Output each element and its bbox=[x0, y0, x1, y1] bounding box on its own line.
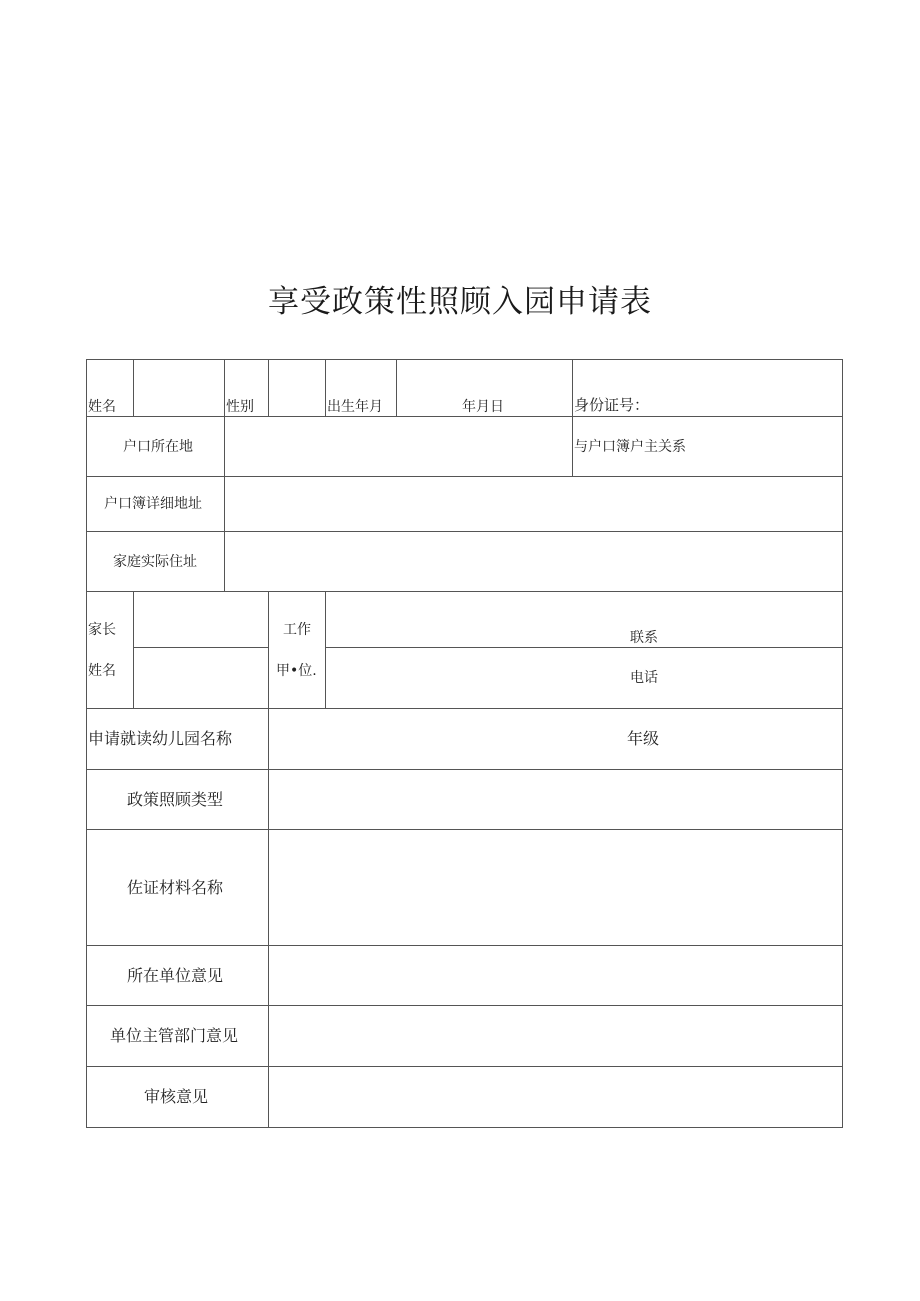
form-title: 享受政策性照顾入园申请表 bbox=[268, 284, 652, 320]
review-opinion-label: 审核意见 bbox=[144, 1087, 209, 1106]
col-divider bbox=[224, 416, 225, 591]
col-divider bbox=[572, 416, 573, 476]
row-divider bbox=[86, 416, 843, 417]
col-divider bbox=[224, 359, 225, 416]
hukou-address-label: 户口簿详细地址 bbox=[104, 496, 202, 512]
row-divider bbox=[86, 945, 843, 946]
col-divider bbox=[268, 359, 269, 416]
kindergarten-name-label: 申请就读幼儿园名称 bbox=[88, 729, 233, 748]
birth-label: 出生年月 bbox=[327, 399, 383, 415]
gender-label: 性别 bbox=[226, 399, 254, 415]
household-relation-label: 与户口簿户主关系 bbox=[574, 439, 686, 455]
supporting-materials-label: 佐证材料名称 bbox=[127, 878, 224, 897]
table-border-left bbox=[86, 359, 87, 1128]
row-divider bbox=[86, 531, 843, 532]
row-divider-partial bbox=[133, 647, 268, 648]
row-divider bbox=[86, 829, 843, 830]
col-divider bbox=[133, 591, 134, 708]
col-divider bbox=[325, 359, 326, 416]
contact-label-line1: 联系 bbox=[630, 630, 658, 646]
parent-label-line2: 姓名 bbox=[88, 663, 116, 679]
col-divider bbox=[396, 359, 397, 416]
row-divider bbox=[86, 1066, 843, 1067]
row-divider bbox=[86, 1005, 843, 1006]
unit-opinion-label: 所在单位意见 bbox=[127, 966, 224, 985]
parent-label-line1: 家长 bbox=[88, 622, 116, 638]
birth-value: 年月日 bbox=[462, 399, 504, 415]
table-border-bottom bbox=[86, 1127, 843, 1128]
name-label: 姓名 bbox=[88, 399, 116, 415]
row-divider-partial bbox=[326, 647, 843, 648]
policy-type-label: 政策照顾类型 bbox=[127, 790, 224, 809]
contact-label-line2: 电话 bbox=[630, 670, 658, 686]
col-divider bbox=[325, 591, 326, 708]
row-divider bbox=[86, 476, 843, 477]
col-divider bbox=[268, 708, 269, 1128]
row-divider bbox=[86, 591, 843, 592]
row-divider bbox=[86, 769, 843, 770]
department-opinion-label: 单位主管部门意见 bbox=[110, 1026, 239, 1045]
residence-label: 家庭实际住址 bbox=[113, 554, 197, 570]
table-border-top bbox=[86, 359, 843, 360]
work-unit-label-line2: 甲•位. bbox=[276, 663, 317, 679]
work-unit-label-line1: 工作 bbox=[283, 622, 311, 638]
grade-label: 年级 bbox=[627, 729, 660, 748]
col-divider bbox=[268, 591, 269, 708]
hukou-location-label: 户口所在地 bbox=[123, 439, 193, 455]
col-divider bbox=[133, 359, 134, 416]
row-divider bbox=[86, 708, 843, 709]
table-border-right bbox=[842, 359, 843, 1128]
id-number-label: 身份证号： bbox=[574, 396, 650, 414]
col-divider bbox=[572, 359, 573, 416]
